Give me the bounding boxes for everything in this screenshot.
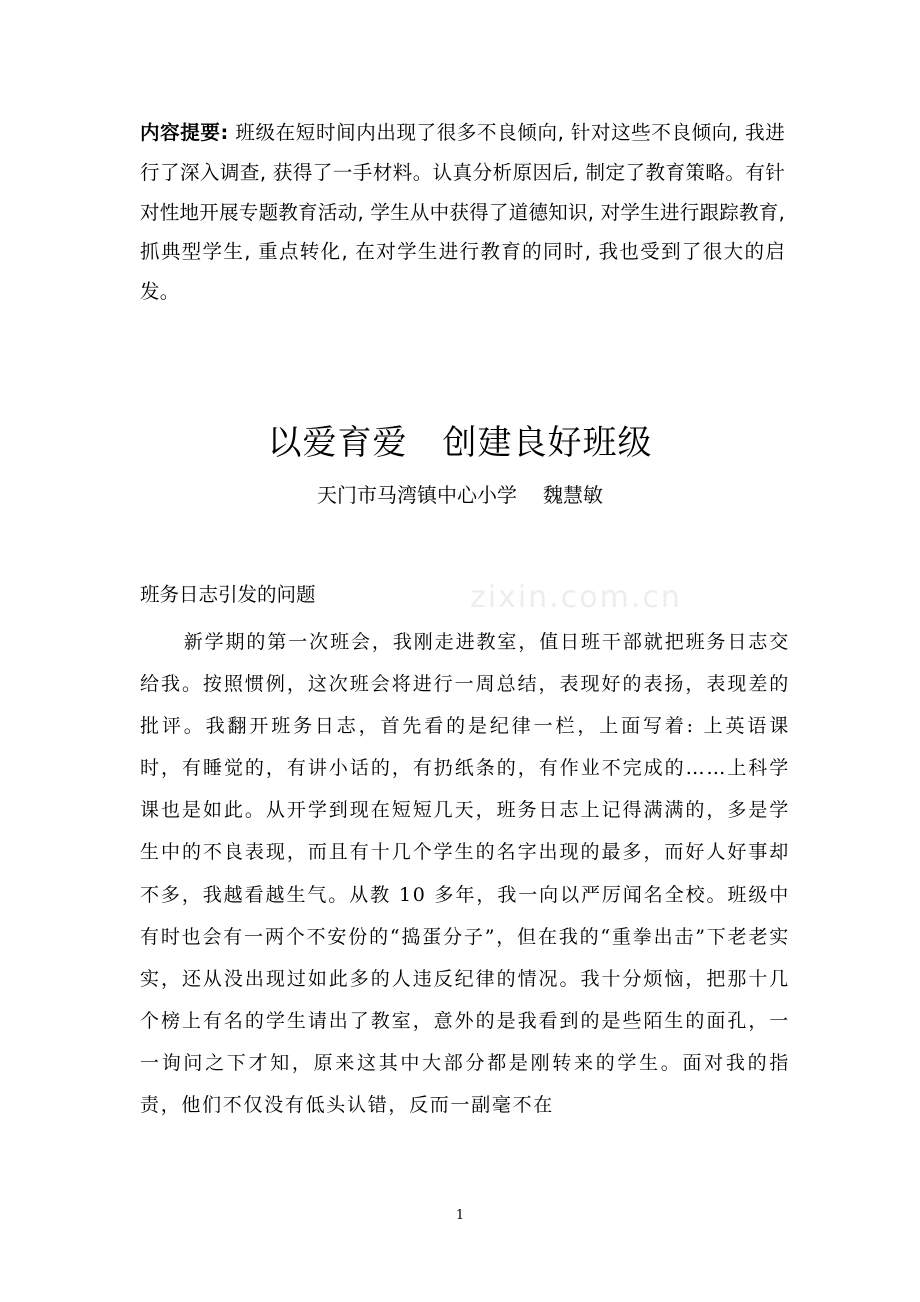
body-paragraph: 新学期的第一次班会，我刚走进教室，值日班干部就把班务日志交给我。按照惯例，这次班会将进行一周总结，表现好的表扬，表现差的批评。我翻开班务日志，首先看的是纪律一栏，上面写着: 上英语课时，有睡觉的，有讲小话的，有扔纸条的，有作业不完成的……上科学课也是如此。从开学到现在短短几天，班务日志上记得满满的，多是学生中的不良表现，而且有十几个学生的名字出现的最多，而好人好事却不多，我越看越生气。从教 10 多年，我一向以严厉闻名全校。班级中有时也会有一两个不安份的“捣蛋分子”，但在我的“重拳出击”下老老实实，还从没出现过如此多的人违反纪律的情况。我十分烦恼，把那十几个榜上有名的学生请出了教室，意外的是我看到的是些陌生的面孔，一一询问之下才知，原来这其中大部分都是刚转来的学生。面对我的指责，他们不仅没有低头认错，反而一副毫不在 bbox=[140, 631, 790, 1117]
article-title: 以爱育爱 创建良好班级 bbox=[267, 423, 653, 463]
watermark: zixin.com.cn bbox=[470, 580, 682, 615]
abstract-paragraph bbox=[140, 113, 785, 312]
author-name: 魏慧敏 bbox=[543, 483, 603, 507]
abstract-text: 班级在短时间内出现了很多不良倾向, 针对这些不良倾向, 我进行了深入调查, 获得了一手材料。认真分析原因后, 制定了教育策略。有针对性地开展专题教育活动, 学生从中获得了道德知识, 对学生进行跟踪教育, 抓典型学生, 重点转化, 在对学生进行教育的同时, 我也受到了很大的启发。 bbox=[140, 121, 785, 304]
section-heading: 班务日志引发的问题 bbox=[140, 583, 316, 606]
abstract-label: 内容提要: bbox=[140, 121, 229, 144]
author-line bbox=[0, 479, 920, 508]
page-number: 1 bbox=[455, 1208, 465, 1223]
author-school: 天门市马湾镇中心小学 bbox=[317, 483, 517, 507]
